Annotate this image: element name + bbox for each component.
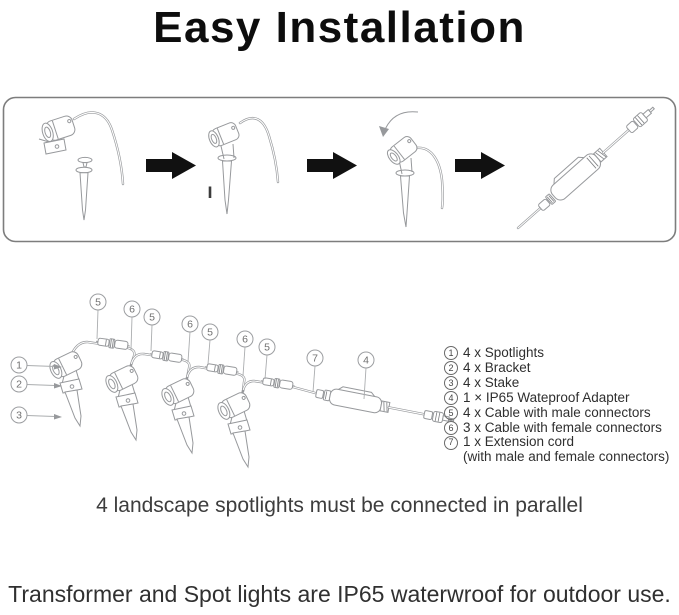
callout-5 [144,309,160,351]
svg-text:1: 1 [16,359,22,372]
step-attach-stake-illustration [39,112,123,220]
arrow-right-icon [307,152,357,179]
callout-6 [182,316,198,362]
svg-text:4: 4 [363,354,369,367]
parallel-wiring-diagram [11,294,456,467]
legend-item-spotlights [444,346,669,361]
legend-item-bracket [444,361,669,376]
circled-number-icon: 2 [444,361,458,375]
legend-item-male-cable [444,406,669,421]
stake-icon [76,167,92,220]
svg-text:5: 5 [207,326,213,339]
svg-text:6: 6 [129,303,135,316]
legend-label: 1 × IP65 Wateproof Adapter [463,389,630,405]
svg-text:6: 6 [242,333,248,346]
callout-2 [11,376,62,392]
svg-text:3: 3 [16,409,22,422]
legend-note: (with male and female connectors) [463,449,670,465]
waterproof-note: Transformer and Spot lights are IP65 waterwroof for outdoor use. [8,581,671,607]
callout-7 [307,350,323,392]
circled-number-icon: 5 [444,406,458,420]
step-staked-light-illustration [206,118,278,214]
callout-5 [202,324,218,364]
legend-item-female-cable [444,421,669,436]
circled-number-icon: 6 [444,421,458,435]
svg-text:6: 6 [187,318,193,331]
legend-item-stake [444,376,669,391]
svg-text:7: 7 [312,352,318,365]
page-title: Easy Installation [153,3,526,52]
svg-text:5: 5 [149,311,155,324]
callout-6 [237,331,253,376]
arrow-right-icon [455,152,505,179]
legend-item-adapter [444,391,669,406]
waterproof-adapter-illustration [315,382,456,428]
legend-label: 4 x Spotlights [463,345,545,360]
parallel-connection-note: 4 landscape spotlights must be connected in parallel [96,494,583,517]
parts-legend [444,346,669,465]
legend-label: 4 x Bracket [463,359,531,375]
svg-text:2: 2 [16,378,22,391]
legend-label: 1 x Extension cord [463,434,575,450]
circled-number-icon: 7 [444,436,458,450]
callout-3 [11,407,62,423]
callout-5 [90,294,106,339]
circled-number-icon: 1 [444,346,458,360]
legend-item-extension-cord [444,435,669,450]
step-connect-adapter-illustration [509,98,659,234]
arrow-right-icon [146,152,196,179]
circled-number-icon: 3 [444,376,458,390]
legend-label: 3 x Cable with female connectors [463,419,662,435]
callout-5 [259,339,275,379]
svg-text:5: 5 [95,296,101,309]
svg-text:5: 5 [264,341,270,354]
legend-label: 4 x Stake [463,374,520,390]
legend-label: 4 x Cable with male connectors [463,404,651,420]
step-adjust-angle-illustration [379,112,443,227]
circled-number-icon: 4 [444,391,458,405]
